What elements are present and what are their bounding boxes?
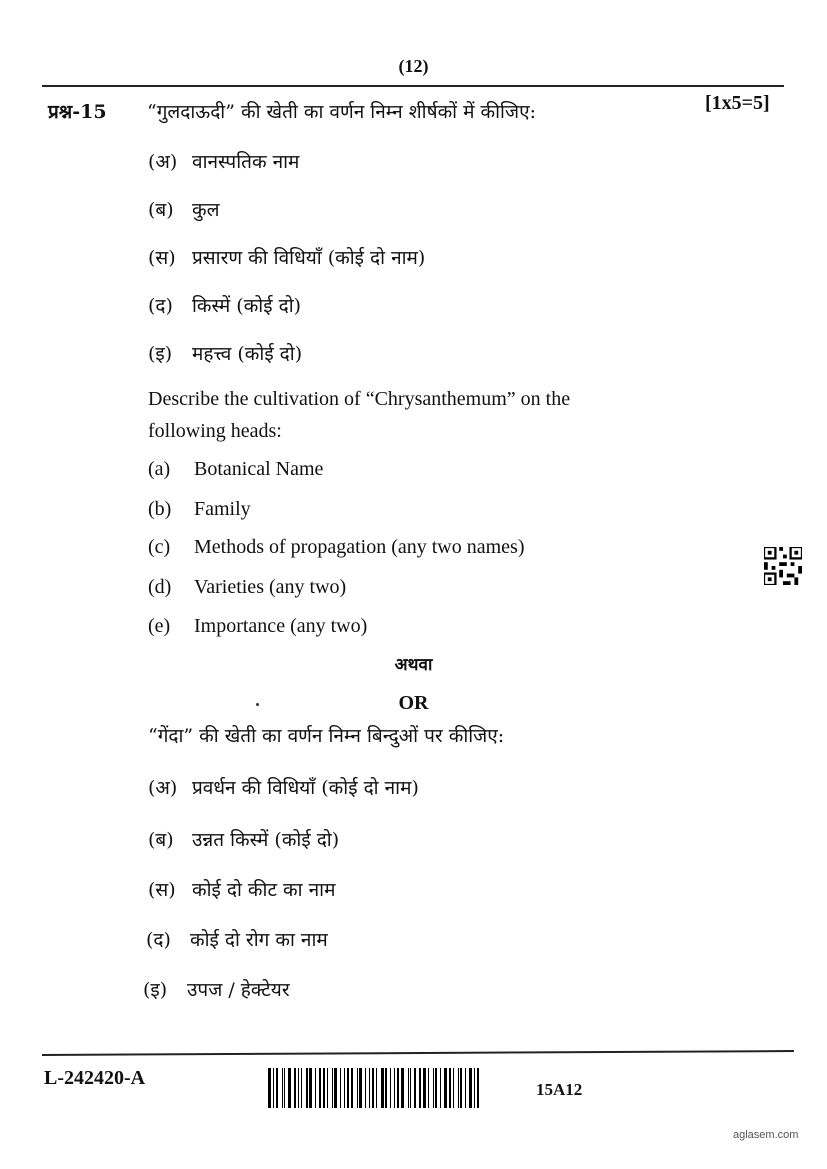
list-item [143, 976, 290, 1002]
barcode-bar [332, 1068, 333, 1108]
barcode-bar [268, 1068, 271, 1108]
list-item [148, 148, 299, 174]
barcode-bar [385, 1068, 387, 1108]
barcode-bar [401, 1068, 404, 1108]
item-label: (d) [148, 576, 172, 598]
barcode-bar [369, 1068, 370, 1108]
alternative-hindi-prompt: “गेंदा” की खेती का वर्णन निम्न बिन्दुओं पर कीजिए: [148, 725, 505, 747]
list-item [148, 244, 425, 270]
barcode-bar [351, 1068, 353, 1108]
item-text: कोई दो कीट का नाम [192, 879, 336, 901]
barcode-bar [276, 1068, 278, 1108]
barcode-bar [376, 1068, 377, 1108]
barcode-bar [306, 1068, 308, 1108]
item-text: महत्त्व (कोई दो) [192, 343, 303, 365]
barcode-bar [315, 1068, 316, 1108]
barcode-bar [365, 1068, 366, 1108]
item-label: (स) [148, 879, 176, 901]
barcode-bar [319, 1068, 321, 1108]
barcode-bar [460, 1068, 462, 1108]
list-item [148, 196, 219, 222]
item-text: कुल [192, 199, 220, 221]
item-text: Family [194, 498, 251, 520]
item-text: किस्में (कोई दो) [192, 295, 302, 317]
barcode-bar [410, 1068, 411, 1108]
barcode-bar [414, 1068, 416, 1108]
qr-code-icon [764, 547, 802, 585]
list-item [148, 774, 419, 800]
or-hindi: अथवा [394, 655, 433, 675]
list-item [148, 458, 323, 481]
paper-code: L-242420-A [44, 1067, 146, 1089]
list-item [148, 876, 335, 902]
barcode-bar [288, 1068, 291, 1108]
barcode-bar [397, 1068, 399, 1108]
marks-allocation: [1x5=5] [705, 92, 770, 114]
barcode-bar [465, 1068, 466, 1108]
list-item [148, 615, 367, 638]
barcode-bar [347, 1068, 349, 1108]
item-text: Importance (any two) [194, 615, 368, 637]
barcode-bar [440, 1068, 441, 1108]
barcode-bar [357, 1068, 358, 1108]
english-prompt-line1: Describe the cultivation of “Chrysanthemum” on the [148, 388, 571, 410]
barcode-bar [298, 1068, 299, 1108]
list-item [148, 498, 251, 521]
barcode-text: 15A12 [536, 1080, 583, 1099]
item-label: (अ) [148, 777, 178, 799]
item-label: (द) [146, 929, 171, 951]
barcode [268, 1068, 506, 1108]
barcode-bar [423, 1068, 426, 1108]
item-label: (इ) [148, 343, 173, 365]
item-label: (c) [148, 536, 171, 558]
barcode-bar [469, 1068, 472, 1108]
item-label: (ब) [148, 199, 174, 221]
item-label: (इ) [143, 979, 168, 1001]
list-item [148, 576, 346, 599]
barcode-bar [372, 1068, 374, 1108]
top-divider [42, 85, 784, 87]
item-text: प्रसारण की विधियाँ (कोई दो नाम) [192, 247, 426, 269]
item-label: (a) [148, 458, 171, 480]
bottom-divider [42, 1050, 794, 1056]
barcode-bar [453, 1068, 454, 1108]
item-label: (e) [148, 615, 171, 637]
list-item [146, 926, 328, 952]
item-text: Methods of propagation (any two names) [194, 536, 525, 558]
list-item [148, 292, 301, 318]
barcode-bar [477, 1068, 479, 1108]
barcode-bar [309, 1068, 312, 1108]
item-label: (द) [148, 295, 173, 317]
item-label: (अ) [148, 151, 178, 173]
barcode-bar [444, 1068, 447, 1108]
item-label: (b) [148, 498, 172, 520]
page-number: (12) [398, 56, 429, 76]
barcode-bar [381, 1068, 384, 1108]
item-text: कोई दो रोग का नाम [190, 929, 328, 951]
barcode-bar [344, 1068, 345, 1108]
watermark: aglasem.com [733, 1129, 799, 1141]
barcode-bar [428, 1068, 429, 1108]
or-english: OR [398, 692, 429, 714]
item-text: प्रवर्धन की विधियाँ (कोई दो नाम) [192, 777, 419, 799]
item-label: (ब) [148, 829, 174, 851]
list-item [148, 340, 302, 366]
item-text: उन्नत किस्में (कोई दो) [192, 829, 340, 851]
barcode-bar [390, 1068, 391, 1108]
barcode-bar [323, 1068, 325, 1108]
barcode-bar [408, 1068, 409, 1108]
barcode-bar [394, 1068, 395, 1108]
barcode-bar [282, 1068, 283, 1108]
barcode-bar [359, 1068, 362, 1108]
barcode-bar [433, 1068, 434, 1108]
barcode-bar [301, 1068, 302, 1108]
barcode-bar [340, 1068, 341, 1108]
barcode-bar [294, 1068, 296, 1108]
barcode-bar [449, 1068, 451, 1108]
barcode-bar [474, 1068, 475, 1108]
english-prompt-line2: following heads: [148, 420, 282, 442]
barcode-bar [334, 1068, 337, 1108]
list-item [148, 536, 524, 559]
barcode-bar [419, 1068, 421, 1108]
item-label: (स) [148, 247, 176, 269]
barcode-bar [458, 1068, 459, 1108]
item-text: उपज / हेक्टेयर [187, 979, 290, 1001]
barcode-bar [284, 1068, 285, 1108]
question-hindi-prompt: “गुलदाऊदी” की खेती का वर्णन निम्न शीर्षकों में कीजिए: [147, 101, 536, 123]
question-label: प्रश्न-15 [48, 101, 107, 123]
item-text: Varieties (any two) [194, 576, 347, 598]
barcode-bar [327, 1068, 328, 1108]
item-text: वानस्पतिक नाम [192, 151, 300, 173]
barcode-bar [435, 1068, 437, 1108]
item-text: Botanical Name [194, 458, 324, 480]
barcode-bar [273, 1068, 274, 1108]
list-item [148, 826, 339, 852]
